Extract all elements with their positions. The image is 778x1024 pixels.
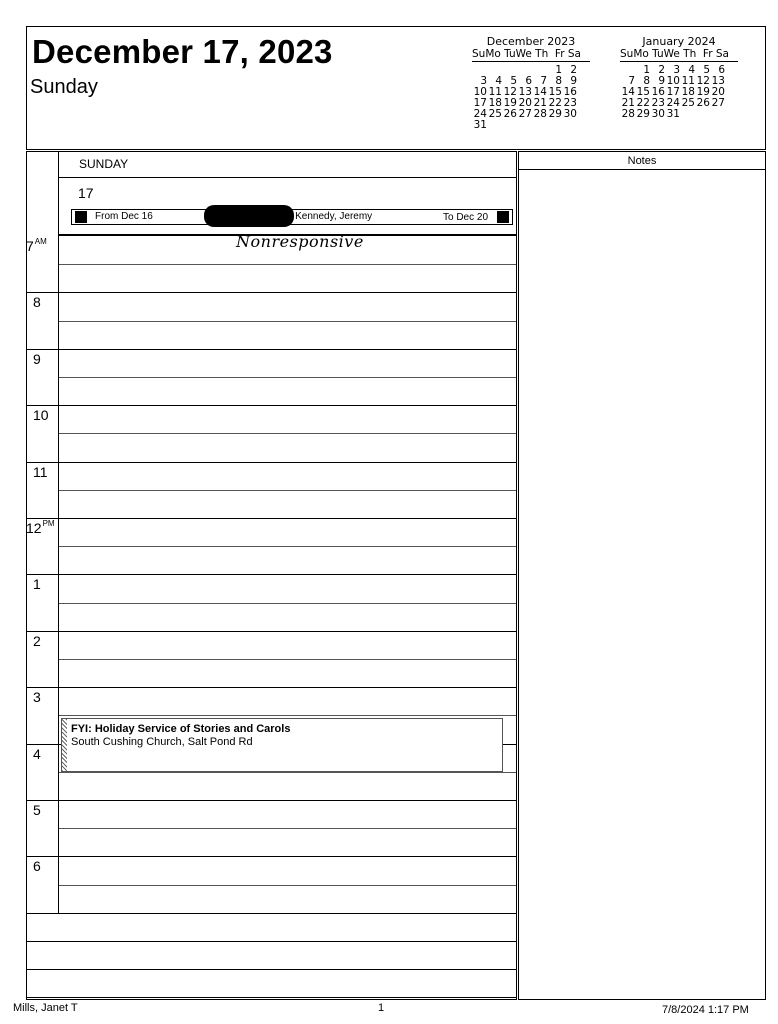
time-slot[interactable] xyxy=(60,322,515,348)
notes-heading-rule xyxy=(519,169,765,170)
extra-rule xyxy=(27,913,516,914)
mini-calendar-day xyxy=(695,109,710,120)
mini-calendar-day[interactable]: 2 xyxy=(570,64,577,76)
mini-calendar-day[interactable]: 5 xyxy=(510,75,517,87)
mini-calendar-day[interactable]: 28 xyxy=(621,108,635,120)
time-slot[interactable] xyxy=(60,857,515,883)
event-busy-stripe xyxy=(62,719,67,771)
mini-calendar-day[interactable]: 7 xyxy=(540,75,547,87)
mini-calendar-day[interactable]: 3 xyxy=(673,64,680,76)
hour-number: 7 xyxy=(26,238,34,254)
mini-calendar-day[interactable]: 6 xyxy=(718,64,725,76)
mini-calendar-day xyxy=(487,120,502,131)
mini-calendar-day xyxy=(532,120,547,131)
mini-calendar-day[interactable]: 8 xyxy=(643,75,650,87)
mini-calendar-day[interactable]: 9 xyxy=(658,75,665,87)
mini-calendar-day[interactable]: 27 xyxy=(711,97,725,109)
mini-calendar-day[interactable]: 21 xyxy=(533,97,547,109)
hour-label xyxy=(33,746,41,762)
mini-calendar-day[interactable]: 19 xyxy=(503,97,517,109)
time-slot[interactable] xyxy=(60,293,515,319)
mini-calendar-day[interactable]: 1 xyxy=(555,64,562,76)
redaction-block xyxy=(204,205,294,227)
time-slot[interactable] xyxy=(60,604,515,630)
hour-label xyxy=(33,858,41,874)
hour-label xyxy=(33,689,41,705)
mini-calendar-day[interactable]: 17 xyxy=(666,86,680,98)
mini-calendar-day[interactable]: 12 xyxy=(696,75,710,87)
banner-start-marker xyxy=(75,211,87,223)
mini-calendar-week xyxy=(620,109,738,120)
hour-label xyxy=(33,633,41,649)
mini-calendar-day[interactable]: 23 xyxy=(651,97,665,109)
hour-number: 8 xyxy=(33,294,41,311)
hour-label xyxy=(33,576,41,592)
mini-calendar-weekday-header: SuMo TuWe Th Fr Sa xyxy=(620,49,738,62)
hour-number: 6 xyxy=(33,858,41,875)
mini-calendar-day[interactable]: 6 xyxy=(525,75,532,87)
day-heading: SUNDAY xyxy=(79,157,129,171)
mini-calendar-day[interactable]: 15 xyxy=(548,86,562,98)
extra-rule xyxy=(27,969,516,970)
mini-calendar-day xyxy=(680,109,695,120)
meridiem-label: AM xyxy=(34,237,47,246)
mini-calendar-day[interactable]: 14 xyxy=(621,86,635,98)
mini-calendar-day[interactable]: 4 xyxy=(688,64,695,76)
mini-calendar-day[interactable]: 12 xyxy=(503,86,517,98)
mini-calendar-week xyxy=(472,120,590,131)
mini-calendar-day[interactable]: 10 xyxy=(473,86,487,98)
mini-calendar-day[interactable]: 15 xyxy=(636,86,650,98)
mini-calendar-day[interactable]: 24 xyxy=(666,97,680,109)
mini-calendar-day[interactable]: 30 xyxy=(651,108,665,120)
mini-calendar-december xyxy=(472,36,590,131)
hour-label xyxy=(26,238,47,254)
mini-calendar-day[interactable]: 17 xyxy=(473,97,487,109)
time-slot[interactable] xyxy=(60,660,515,686)
mini-calendar-day[interactable]: 26 xyxy=(696,97,710,109)
mini-calendar-day[interactable]: 5 xyxy=(703,64,710,76)
mini-calendar-day[interactable]: 31 xyxy=(473,119,487,131)
date-title: December 17, 2023 xyxy=(32,33,333,70)
weekday-label: Sunday xyxy=(30,76,98,98)
hour-number: 4 xyxy=(33,745,41,762)
multi-day-event-banner[interactable] xyxy=(71,209,513,225)
hour-label xyxy=(33,464,48,480)
mini-calendar-day[interactable]: 4 xyxy=(495,75,502,87)
hour-number: 5 xyxy=(33,802,41,818)
mini-calendar-day[interactable]: 22 xyxy=(548,97,562,109)
extra-rule xyxy=(27,941,516,942)
mini-calendar-day[interactable]: 14 xyxy=(533,86,547,98)
meridiem-label: PM xyxy=(42,519,55,528)
mini-calendar-day[interactable]: 8 xyxy=(555,75,562,87)
hour-label xyxy=(26,520,55,536)
mini-calendar-day[interactable]: 30 xyxy=(563,108,577,120)
mini-calendar-day[interactable]: 16 xyxy=(563,86,577,98)
mini-calendar-day[interactable]: 26 xyxy=(503,108,517,120)
mini-calendar-january xyxy=(620,36,738,120)
hour-label xyxy=(33,294,41,310)
time-slot[interactable] xyxy=(60,632,515,658)
mini-calendar-weekday-header: SuMo TuWe Th Fr Sa xyxy=(472,49,590,62)
footer-owner: Mills, Janet T xyxy=(13,1002,78,1014)
mini-calendar-day[interactable]: 27 xyxy=(518,108,532,120)
mini-calendar-title: December 2023 xyxy=(486,35,576,48)
time-slot[interactable] xyxy=(60,406,515,432)
mini-calendar-day[interactable]: 25 xyxy=(681,97,695,109)
time-column-divider xyxy=(58,151,59,913)
mini-calendar-day[interactable]: 1 xyxy=(643,64,650,76)
mini-calendar-day[interactable]: 18 xyxy=(681,86,695,98)
hour-number: 3 xyxy=(33,689,41,706)
hour-number: 1 xyxy=(33,576,41,593)
event-title: FYI: Holiday Service of Stories and Carols xyxy=(71,723,291,735)
event-location: South Cushing Church, Salt Pond Rd xyxy=(71,736,253,748)
mini-calendar-day[interactable]: 22 xyxy=(636,97,650,109)
extra-rule xyxy=(27,997,516,998)
time-slot[interactable] xyxy=(60,378,515,404)
time-slot[interactable] xyxy=(60,801,515,827)
mini-calendar-day[interactable]: 25 xyxy=(488,108,502,120)
mini-calendar-weeks xyxy=(472,65,590,131)
hour-label xyxy=(33,407,49,423)
mini-calendar-day[interactable]: 3 xyxy=(480,75,487,87)
mini-calendar-day[interactable]: 19 xyxy=(696,86,710,98)
mini-calendar-day[interactable]: 2 xyxy=(658,64,665,76)
mini-calendar-day[interactable]: 20 xyxy=(518,97,532,109)
time-slot[interactable] xyxy=(60,829,515,855)
mini-calendar-day[interactable]: 31 xyxy=(666,108,680,120)
hour-number: 9 xyxy=(33,350,41,367)
time-slot[interactable] xyxy=(60,463,515,489)
mini-calendar-day xyxy=(562,120,577,131)
footer-page-number: 1 xyxy=(378,1002,385,1014)
mini-calendar-day[interactable]: 21 xyxy=(621,97,635,109)
time-slot[interactable] xyxy=(60,237,515,263)
hour-label xyxy=(33,802,41,818)
time-slot[interactable] xyxy=(60,886,515,912)
footer-print-time: 7/8/2024 1:17 PM xyxy=(662,1004,749,1016)
banner-person: - Kennedy, Jeremy xyxy=(289,211,373,222)
mini-calendar-day[interactable]: 20 xyxy=(711,86,725,98)
mini-calendar-day[interactable]: 29 xyxy=(636,108,650,120)
mini-calendar-day[interactable]: 11 xyxy=(488,86,502,98)
mini-calendar-title: January 2024 xyxy=(642,35,716,48)
mini-calendar-day[interactable]: 13 xyxy=(711,75,725,87)
banner-from: From Dec 16 xyxy=(95,211,153,222)
time-slot[interactable] xyxy=(60,491,515,517)
mini-calendar-day[interactable]: 9 xyxy=(570,75,577,87)
mini-calendar-day[interactable]: 10 xyxy=(666,75,680,87)
mini-calendar-day[interactable]: 18 xyxy=(488,97,502,109)
heading-rule xyxy=(59,177,516,178)
hour-number: 2 xyxy=(33,632,41,649)
hour-number: 12 xyxy=(26,520,42,536)
time-slot[interactable] xyxy=(60,773,515,799)
mini-calendar-day xyxy=(517,120,532,131)
mini-calendar-day xyxy=(502,120,517,131)
mini-calendar-day[interactable]: 13 xyxy=(518,86,532,98)
mini-calendar-week xyxy=(472,109,590,120)
time-slot[interactable] xyxy=(60,547,515,573)
mini-calendar-day[interactable]: 29 xyxy=(548,108,562,120)
hour-number: 10 xyxy=(33,407,49,424)
mini-calendar-day[interactable]: 16 xyxy=(651,86,665,98)
time-slot[interactable] xyxy=(60,575,515,601)
notes-pane xyxy=(518,151,766,1000)
handwritten-note: Nonresponsive xyxy=(236,232,364,251)
mini-calendar-day[interactable]: 11 xyxy=(681,75,695,87)
mini-calendar-day[interactable]: 7 xyxy=(628,75,635,87)
mini-calendar-day xyxy=(710,109,725,120)
day-number: 17 xyxy=(78,185,94,201)
time-slot[interactable] xyxy=(60,350,515,376)
mini-calendar-day xyxy=(547,120,562,131)
mini-calendar-weeks xyxy=(620,65,738,120)
hour-number: 11 xyxy=(33,463,48,480)
time-slot[interactable] xyxy=(60,434,515,460)
mini-calendar-day[interactable]: 28 xyxy=(533,108,547,120)
banner-end-marker xyxy=(497,211,509,223)
time-slot[interactable] xyxy=(60,265,515,291)
time-slot[interactable] xyxy=(60,688,515,714)
mini-calendar-day[interactable]: 24 xyxy=(473,108,487,120)
time-slot[interactable] xyxy=(60,519,515,545)
notes-heading: Notes xyxy=(627,155,657,167)
hour-label xyxy=(33,351,41,367)
calendar-event[interactable] xyxy=(61,718,503,772)
mini-calendar-day[interactable]: 23 xyxy=(563,97,577,109)
banner-to: To Dec 20 xyxy=(443,212,489,223)
